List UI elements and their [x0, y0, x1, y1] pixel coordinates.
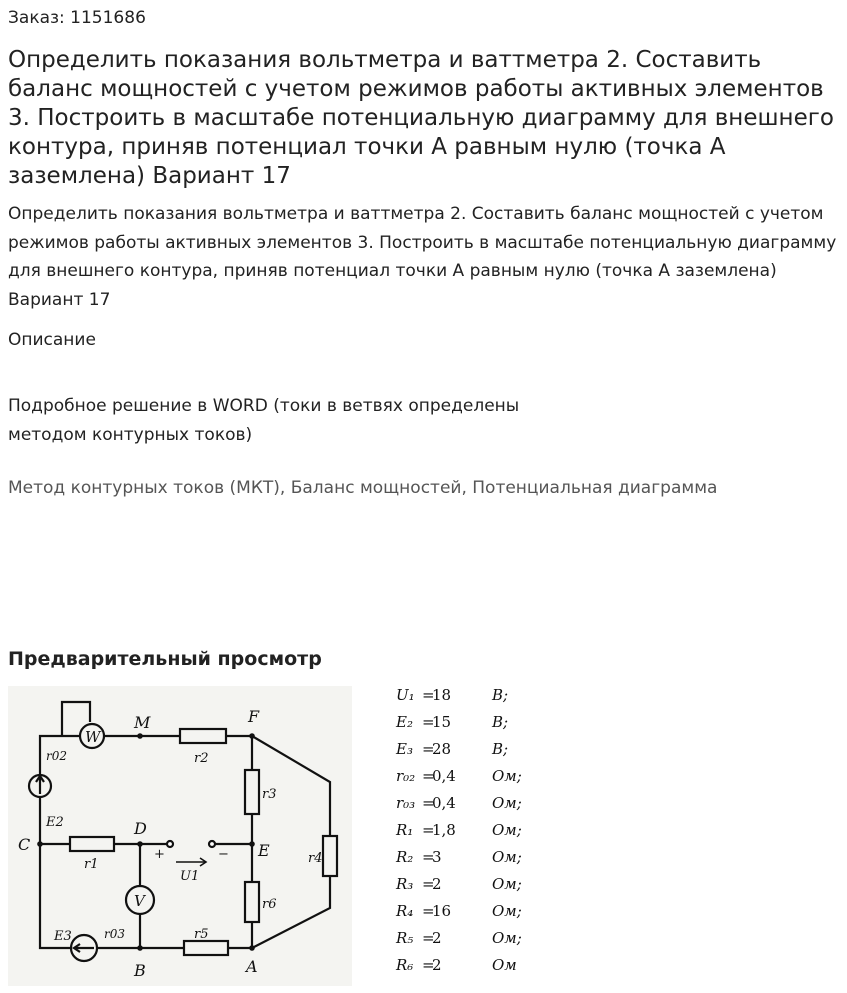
terminal-minus — [209, 841, 215, 847]
wire-f-r4 — [252, 736, 330, 836]
param-var: R₃ — [396, 875, 414, 893]
param-eq: = — [422, 740, 435, 758]
param-eq: = — [422, 956, 435, 974]
description-heading: Описание — [8, 330, 96, 350]
label-node-d: D — [134, 819, 147, 838]
param-eq: = — [422, 821, 435, 839]
resistor-r5 — [184, 941, 228, 955]
resistor-r6 — [245, 882, 259, 922]
label-r1: r1 — [84, 857, 99, 872]
param-unit: Ом; — [492, 902, 522, 920]
description-line-1: Подробное решение в WORD (токи в ветвях определены — [8, 396, 520, 416]
label-node-c: C — [18, 835, 31, 854]
task-description: Определить показания вольтметра и ваттметра 2. Составить баланс мощностей с учетом режимов работы активных элементов 3. Построить в масштабе потенциальную диаграмму для внешнего контура, приняв потенциал точки А равным нулю (точка А заземлена) Вариант 17 — [8, 204, 837, 310]
preview-heading: Предварительный просмотр — [8, 648, 322, 670]
label-r03: r03 — [104, 927, 126, 941]
param-eq: = — [422, 929, 435, 947]
label-r02: r02 — [46, 749, 68, 763]
param-eq: = — [422, 902, 435, 920]
node-m — [137, 733, 143, 739]
label-e2: E2 — [46, 815, 64, 830]
param-unit: Ом; — [492, 875, 522, 893]
param-eq: = — [422, 848, 435, 866]
param-value: 0,4 — [432, 794, 456, 812]
resistor-r3 — [245, 770, 259, 814]
label-u1: U1 — [180, 869, 200, 884]
terminal-plus — [167, 841, 173, 847]
label-r2: r2 — [194, 751, 209, 766]
label-plus: + — [154, 847, 165, 862]
param-value: 1,8 — [432, 821, 456, 839]
circuit-svg — [8, 686, 352, 986]
param-value: 2 — [432, 875, 442, 893]
param-value: 28 — [432, 740, 452, 758]
resistor-r1 — [70, 837, 114, 851]
param-unit: Ом; — [492, 821, 522, 839]
node-e — [249, 841, 255, 847]
label-r4: r4 — [308, 851, 323, 866]
resistor-r2 — [180, 729, 226, 743]
param-value: 2 — [432, 956, 442, 974]
param-unit: В; — [492, 713, 509, 731]
label-e3: E3 — [54, 929, 72, 944]
param-unit: В; — [492, 686, 509, 704]
param-var: R₄ — [396, 902, 414, 920]
wire-r4-a — [252, 876, 330, 948]
param-unit: В; — [492, 740, 509, 758]
param-var: r₀₂ — [396, 767, 416, 785]
param-unit: Ом; — [492, 929, 522, 947]
param-eq: = — [422, 875, 435, 893]
param-var: R₅ — [396, 929, 414, 947]
param-var: E₃ — [396, 740, 413, 758]
tags-list: Метод контурных токов (МКТ), Баланс мощностей, Потенциальная диаграмма — [8, 478, 718, 498]
param-eq: = — [422, 713, 435, 731]
param-var: R₁ — [396, 821, 414, 839]
label-node-a: A — [246, 957, 258, 976]
node-c — [37, 841, 43, 847]
description-line-2: методом контурных токов) — [8, 425, 253, 445]
label-r6: r6 — [262, 897, 277, 912]
resistor-r4 — [323, 836, 337, 876]
param-var: U₁ — [396, 686, 415, 704]
param-eq: = — [422, 686, 435, 704]
node-d — [137, 841, 143, 847]
param-value: 0,4 — [432, 767, 456, 785]
description-text — [8, 392, 608, 450]
node-f — [249, 733, 255, 739]
label-w: W — [85, 728, 101, 746]
label-minus: − — [218, 847, 229, 862]
param-var: R₆ — [396, 956, 414, 974]
label-node-e: E — [258, 841, 270, 860]
label-node-b: B — [134, 961, 146, 980]
param-var: r₀₃ — [396, 794, 416, 812]
param-unit: Ом; — [492, 848, 522, 866]
label-r3: r3 — [262, 787, 277, 802]
param-value: 16 — [432, 902, 452, 920]
param-var: R₂ — [396, 848, 414, 866]
param-unit: Ом; — [492, 794, 522, 812]
label-node-f: F — [248, 707, 260, 726]
param-unit: Ом; — [492, 767, 522, 785]
label-r5: r5 — [194, 927, 209, 942]
param-value: 15 — [432, 713, 452, 731]
param-var: E₂ — [396, 713, 413, 731]
node-a — [249, 945, 255, 951]
circuit-diagram — [8, 686, 352, 986]
param-value: 3 — [432, 848, 442, 866]
page-title: Определить показания вольтметра и ваттметра 2. Составить баланс мощностей с учетом режимов работы активных элементов 3. Построить в масштабе потенциальную диаграмму для внешнего контура, приняв потенциал точки А равным нулю (точка А заземлена) Вариант 17 — [8, 47, 834, 189]
param-unit: Ом — [492, 956, 517, 974]
node-b — [137, 945, 143, 951]
param-eq: = — [422, 767, 435, 785]
param-eq: = — [422, 794, 435, 812]
label-v: V — [134, 892, 145, 910]
param-value: 2 — [432, 929, 442, 947]
label-node-m: M — [134, 713, 151, 732]
order-number: Заказ: 1151686 — [8, 8, 146, 28]
param-value: 18 — [432, 686, 452, 704]
